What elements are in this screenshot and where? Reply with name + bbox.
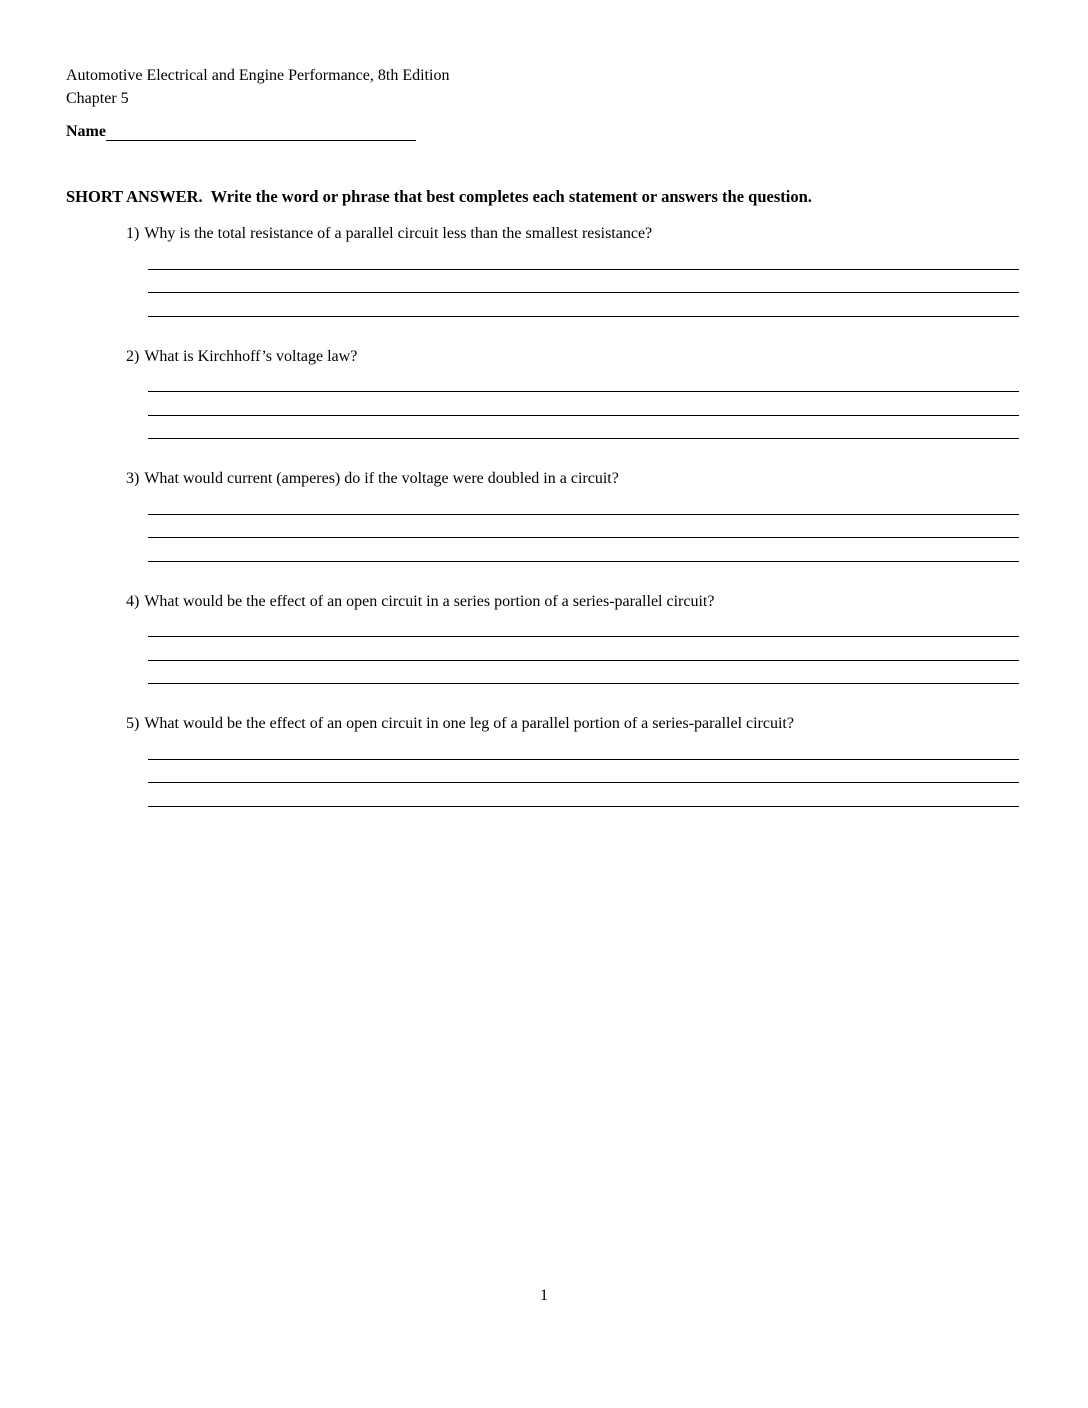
answer-line	[148, 246, 1019, 270]
question-text	[0, 224, 1088, 246]
question-text-content: Why is the total resistance of a parallel circuit less than the smallest resistance?	[144, 225, 653, 242]
answer-line	[148, 392, 1019, 416]
question-text	[0, 469, 1088, 491]
answer-line	[148, 783, 1019, 807]
questions-list	[0, 224, 1088, 837]
answer-line	[148, 491, 1019, 515]
question-block-4	[0, 592, 1088, 685]
answer-line	[148, 614, 1019, 638]
question-block-1	[0, 224, 1088, 317]
question-number: 3)	[126, 470, 140, 487]
question-text-content: What would be the effect of an open circuit in one leg of a parallel portion of a series-parallel circuit?	[144, 715, 794, 732]
answer-line	[148, 760, 1019, 784]
question-number: 4)	[126, 592, 140, 610]
document-header	[66, 64, 449, 110]
question-text-content: What would current (amperes) do if the voltage were doubled in a circuit?	[144, 470, 619, 487]
chapter-label: Chapter 5	[66, 90, 129, 107]
page-number: 1	[540, 1287, 548, 1304]
question-block-3	[0, 469, 1088, 562]
question-number: 1)	[126, 225, 140, 242]
question-number: 5)	[126, 715, 140, 732]
answer-line	[148, 515, 1019, 539]
question-number: 2)	[126, 347, 140, 365]
answer-line	[148, 293, 1019, 317]
answer-line	[148, 736, 1019, 760]
question-text-content: What would be the effect of an open circuit in a series portion of a series-parallel circuit?	[144, 592, 715, 610]
answer-line	[148, 661, 1019, 685]
question-block-2	[0, 347, 1088, 440]
question-block-5	[0, 714, 1088, 807]
name-label: Name	[66, 123, 106, 140]
question-text-content: What is Kirchhoff’s voltage law?	[144, 347, 358, 365]
answer-line	[148, 369, 1019, 393]
answer-line	[148, 416, 1019, 440]
answer-line	[148, 538, 1019, 562]
document-title: Automotive Electrical and Engine Performance, 8th Edition	[66, 67, 450, 84]
section-heading: SHORT ANSWER. Write the word or phrase that best completes each statement or answers the question.	[66, 187, 812, 206]
question-text	[0, 714, 1088, 736]
question-text	[0, 347, 1088, 369]
answer-line	[148, 270, 1019, 294]
answer-line	[148, 637, 1019, 661]
question-text	[0, 592, 1088, 614]
name-blank-line	[106, 123, 416, 141]
name-row	[66, 123, 416, 141]
